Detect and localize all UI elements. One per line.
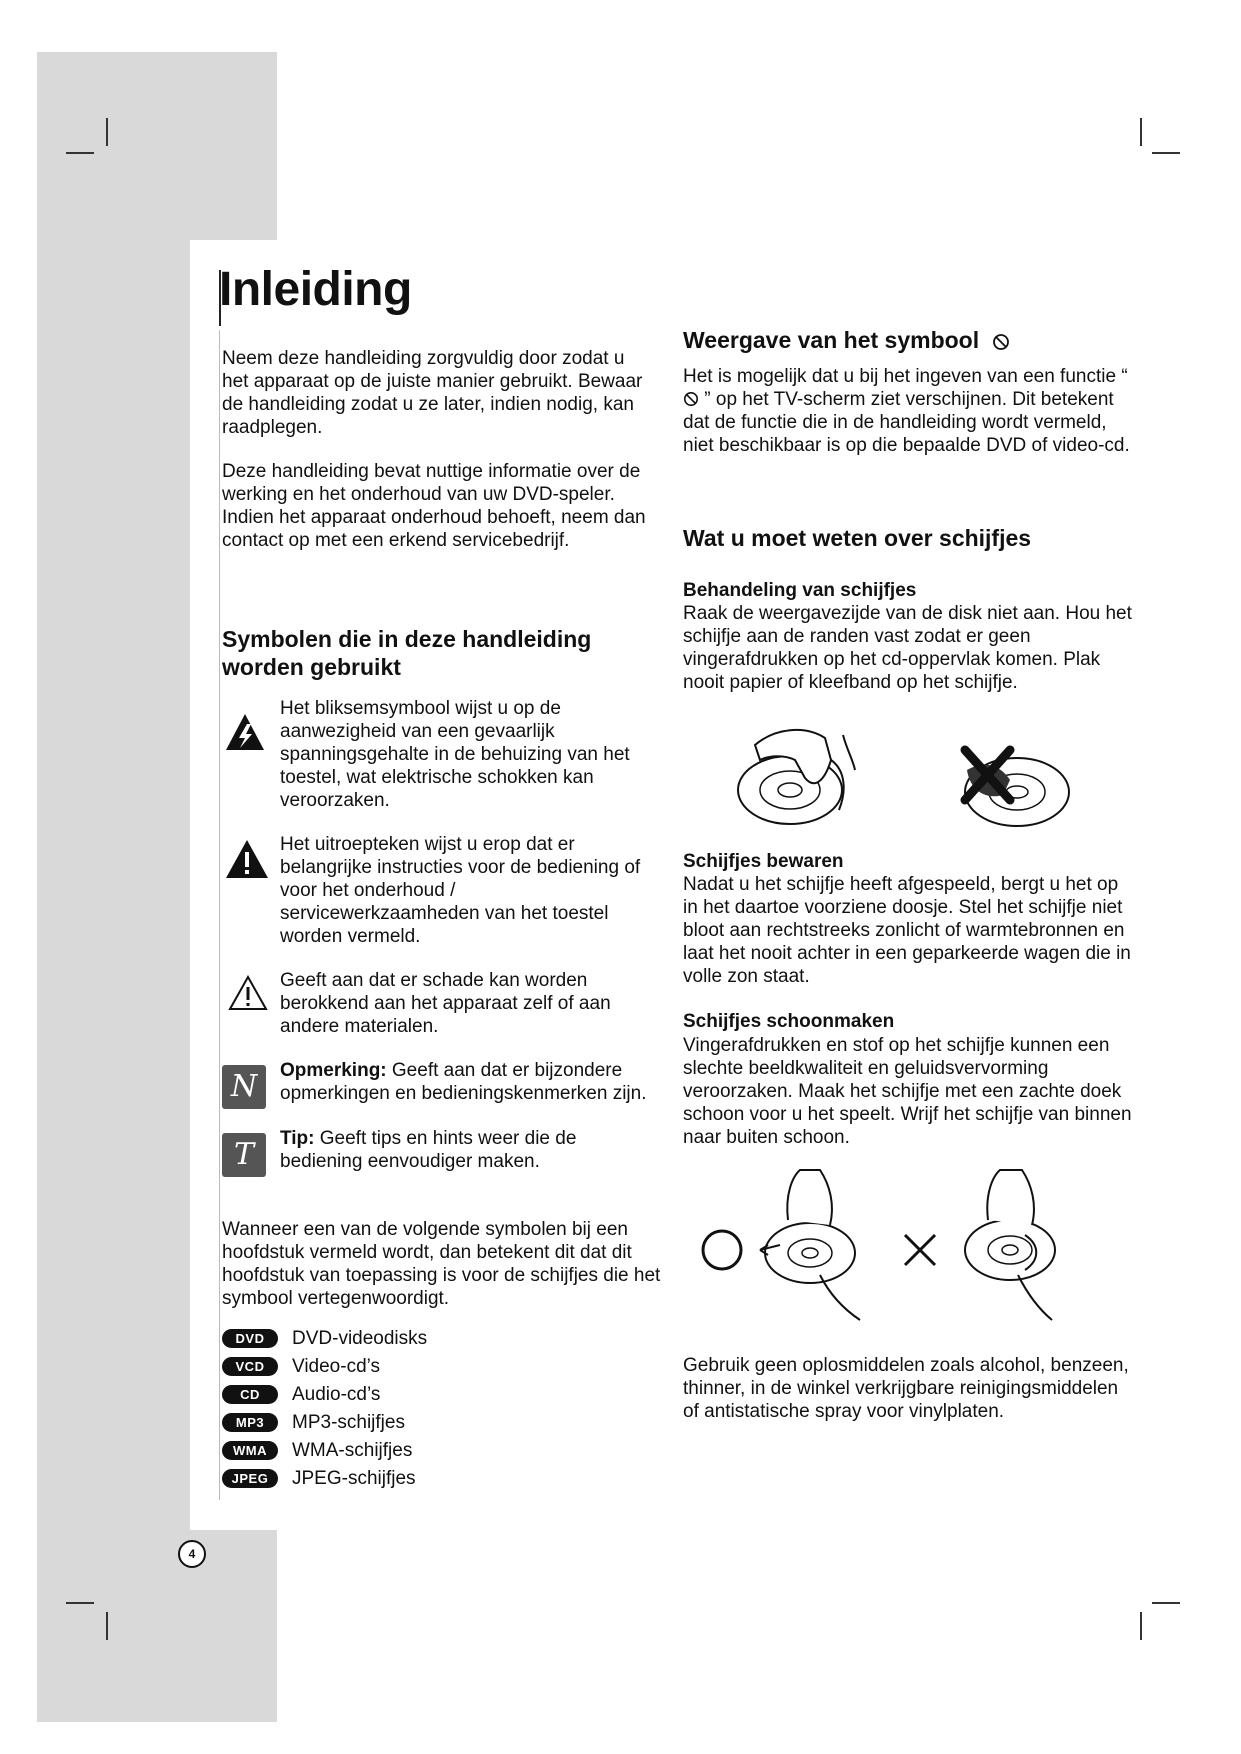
- vcd-label: Video-cd’s: [292, 1356, 381, 1377]
- crop-mark-tr-v: [1140, 118, 1142, 146]
- handling-heading: Behandeling van schijfjes: [683, 580, 917, 601]
- lightning-warning-icon: [224, 712, 266, 752]
- prohibited-icon: [992, 333, 1010, 351]
- crop-mark-tr-h: [1152, 152, 1180, 154]
- vcd-badge: VCD: [222, 1357, 278, 1376]
- column-rule: [219, 330, 220, 1500]
- crop-mark-tl-h: [66, 152, 94, 154]
- cd-label: Audio-cd’s: [292, 1384, 381, 1405]
- symbols-heading: Symbolen die in deze handleiding worden gebruikt: [222, 626, 592, 680]
- crop-mark-bl-v: [106, 1612, 108, 1640]
- disc-symbols-intro: Wanneer een van de volgende symbolen bij een hoofdstuk vermeld wordt, dan betekent dit dat dit hoofdstuk van toepassing is voor de schijfjes die het symbool vertegenwoordigt.: [222, 1219, 661, 1309]
- page-title: Inleiding: [219, 263, 412, 316]
- note-label: Opmerking:: [280, 1060, 387, 1081]
- correct-mark-icon: [703, 1231, 741, 1269]
- cd-badge: CD: [222, 1385, 278, 1404]
- symbol-display-text-2: ” op het TV-scherm ziet verschijnen. Dit betekent dat de functie die in de handleiding wordt vermeld, niet beschikbaar is op die bepaalde DVD of video-cd.: [683, 389, 1130, 456]
- mp3-badge: MP3: [222, 1413, 278, 1432]
- symbol-display-heading-text: Weergave van het symbool: [683, 327, 980, 353]
- lightning-symbol-text: Het bliksemsymbool wijst u op de aanwezigheid van een gevaarlijk spanningsgehalte in de behuizing van het toestel, wat elektrische schokken kan veroorzaken.: [280, 698, 630, 811]
- crop-mark-bl-h: [66, 1602, 94, 1604]
- note-text: [280, 1059, 660, 1105]
- page-number: 4: [178, 1540, 206, 1568]
- tip-text: [280, 1127, 660, 1173]
- wma-badge: WMA: [222, 1441, 278, 1460]
- symbol-display-text-1: Het is mogelijk dat u bij het ingeven van een functie “: [683, 366, 1128, 387]
- dvd-label: DVD-videodisks: [292, 1328, 428, 1349]
- discs-heading: Wat u moet weten over schijfjes: [683, 525, 1032, 551]
- dvd-badge: DVD: [222, 1329, 278, 1348]
- crop-mark-tl-v: [106, 118, 108, 146]
- storing-heading: Schijfjes bewaren: [683, 851, 844, 872]
- caution-triangle-icon: [228, 975, 268, 1011]
- note-description: Geeft aan dat er bijzondere opmerkingen en bedieningskenmerken zijn.: [280, 1060, 647, 1104]
- crop-mark-br-h: [1152, 1602, 1180, 1604]
- cleaning-text: Vingerafdrukken en stof op het schijfje kunnen een slechte beeldkwaliteit en geluidsvervorming veroorzaken. Maak het schijfje met een zachte doek schoon voor u het speelt. Wrijf het schijfje van binnen naar buiten schoon.: [683, 1035, 1132, 1148]
- tip-description: Geeft tips en hints weer die de bediening eenvoudiger maken.: [280, 1128, 577, 1172]
- wma-label: WMA-schijfjes: [292, 1440, 413, 1461]
- cleaning-heading: Schijfjes schoonmaken: [683, 1011, 895, 1032]
- correct-disc-hold-illustration: [735, 720, 865, 830]
- tip-label: Tip:: [280, 1128, 315, 1149]
- wrong-disc-hold-illustration: [955, 740, 1075, 835]
- exclamation-warning-icon: [224, 838, 270, 880]
- intro-paragraph-1: Neem deze handleiding zorgvuldig door zodat u het apparaat op de juiste manier gebruikt. Bewaar de handleiding zodat u ze later, indien nodig, kan raadplegen.: [222, 348, 643, 438]
- storing-text: Nadat u het schijfje heeft afgespeeld, bergt u het op in het daartoe voorziene doosje. Stel het schijfje niet bloot aan rechtstreeks zonlicht of warmtebronnen en laat het nooit achter in een geparkeerde wagen die in volle zon staat.: [683, 874, 1131, 987]
- exclamation-symbol-text: Het uitroepteken wijst u erop dat er belangrijke instructies voor de bediening of voor het onderhoud / servicewerkzaamheden van het toestel worden vermeld.: [280, 834, 641, 947]
- mp3-label: MP3-schijfjes: [292, 1412, 405, 1433]
- jpeg-label: JPEG-schijfjes: [292, 1468, 416, 1489]
- disc-cleaning-illustration: [700, 1165, 1090, 1325]
- prohibited-inline-icon: [683, 391, 699, 407]
- note-icon: N: [222, 1065, 266, 1109]
- handling-text: Raak de weergavezijde van de disk niet aan. Hou het schijfje aan de randen vast zodat er geen vingerafdrukken op het cd-oppervlak komen. Plak nooit papier of kleefband op het schijfje.: [683, 603, 1132, 693]
- caution-symbol-text: Geeft aan dat er schade kan worden berokkend aan het apparaat zelf of aan andere materialen.: [280, 970, 611, 1037]
- solvents-text: Gebruik geen oplosmiddelen zoals alcohol, benzeen, thinner, in de winkel verkrijgbare reinigingsmiddelen of antistatische spray voor vinylplaten.: [683, 1355, 1129, 1422]
- tip-icon: T: [222, 1133, 266, 1177]
- symbol-display-heading: [683, 326, 1143, 354]
- intro-paragraph-2: Deze handleiding bevat nuttige informatie over de werking en het onderhoud van uw DVD-speler. Indien het apparaat onderhoud behoeft, neem dan contact op met een erkend servicebedrijf.: [222, 461, 646, 551]
- crop-mark-br-v: [1140, 1612, 1142, 1640]
- jpeg-badge: JPEG: [222, 1469, 278, 1488]
- symbol-display-text: [683, 365, 1133, 457]
